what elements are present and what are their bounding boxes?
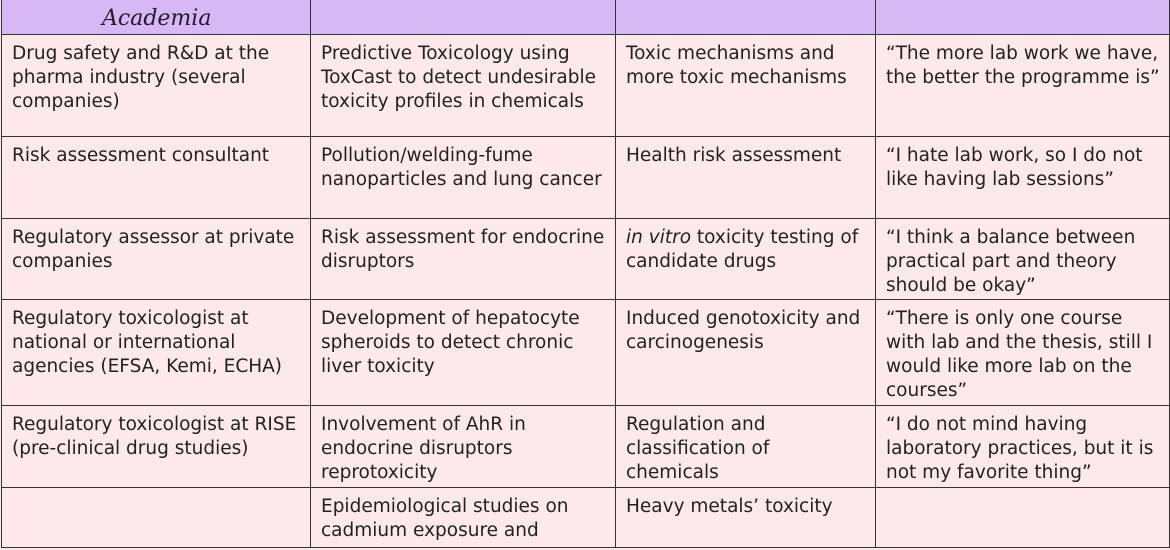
interest-cell: Regulation and classification of chemicals xyxy=(616,406,876,488)
career-cell: Regulatory toxicologist at RISE (pre-clinical drug studies) xyxy=(2,406,311,488)
interest-text: toxicity testing of candidate drugs xyxy=(626,227,859,272)
quote-cell xyxy=(876,488,1170,548)
interest-cell: Heavy metals’ toxicity xyxy=(616,488,876,548)
career-cell: Regulatory assessor at private companies xyxy=(2,219,311,300)
thesis-cell: Risk assessment for endocrine disruptors xyxy=(311,219,616,300)
thesis-cell: Pollution/welding-fume nanoparticles and lung cancer xyxy=(311,137,616,219)
quote-cell: “I do not mind having laboratory practices, but it is not my favorite thing” xyxy=(876,406,1170,488)
table-row xyxy=(2,35,1170,137)
interest-cell xyxy=(616,219,876,300)
header-cell-interest xyxy=(616,0,876,35)
header-cell-career xyxy=(2,0,311,35)
thesis-cell: Epidemiological studies on cadmium exposure and xyxy=(311,488,616,548)
table-row xyxy=(2,406,1170,488)
career-cell: Drug safety and R&D at the pharma industry (several companies) xyxy=(2,35,311,137)
interest-italic-text: in vitro xyxy=(626,227,692,248)
header-cell-thesis xyxy=(311,0,616,35)
thesis-cell: Development of hepatocyte spheroids to detect chronic liver toxicity xyxy=(311,300,616,406)
career-cell xyxy=(2,488,311,548)
table-row xyxy=(2,219,1170,300)
quote-cell: “There is only one course with lab and the thesis, still I would like more lab on the courses” xyxy=(876,300,1170,406)
career-cell: Risk assessment consultant xyxy=(2,137,311,219)
thesis-cell: Involvement of AhR in endocrine disruptors reprotoxicity xyxy=(311,406,616,488)
interest-cell: Health risk assessment xyxy=(616,137,876,219)
table-row xyxy=(2,300,1170,406)
header-academia: Academia xyxy=(102,6,212,31)
survey-table xyxy=(1,0,1170,548)
quote-cell: “The more lab work we have, the better the programme is” xyxy=(876,35,1170,137)
table-row xyxy=(2,488,1170,548)
table-header-row xyxy=(2,0,1170,35)
career-cell: Regulatory toxicologist at national or international agencies (EFSA, Kemi, ECHA) xyxy=(2,300,311,406)
thesis-cell: Predictive Toxicology using ToxCast to detect undesirable toxicity profiles in chemicals xyxy=(311,35,616,137)
table-row xyxy=(2,137,1170,219)
quote-cell: “I think a balance between practical part and theory should be okay” xyxy=(876,219,1170,300)
interest-cell: Induced genotoxicity and carcinogenesis xyxy=(616,300,876,406)
quote-cell: “I hate lab work, so I do not like having lab sessions” xyxy=(876,137,1170,219)
header-cell-quote xyxy=(876,0,1170,35)
interest-cell: Toxic mechanisms and more toxic mechanisms xyxy=(616,35,876,137)
